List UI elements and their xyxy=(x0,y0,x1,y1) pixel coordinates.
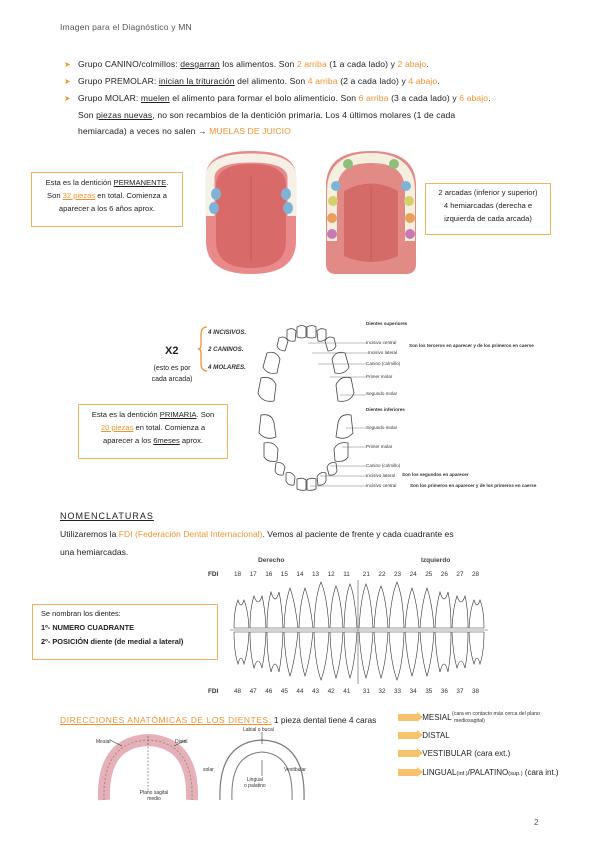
bullet-arrow-icon: ➤ xyxy=(64,77,71,86)
bullet-arrow-icon: ➤ xyxy=(64,94,71,103)
fdi-upper-tooth-22: 22 xyxy=(378,571,386,578)
fdi-teeth-chart xyxy=(230,580,488,684)
bullet-molar-cont1: Son piezas nuevas, no son recambios de la dentición primaria. Los 4 últimos molares (1 de cada xyxy=(78,110,456,120)
label-leader-lines xyxy=(308,338,372,493)
fdi-upper-tooth-16: 16 xyxy=(265,571,273,578)
page-header: Imagen para el Diagnóstico y MN xyxy=(60,22,192,32)
nomenclatura-p1: Utilizaremos la FDI (Federación Dental Internacional). Vemos al paciente de frente y cada cuadrante es xyxy=(60,529,454,539)
lower-teeth-title: Dientes inferiores xyxy=(366,407,405,412)
fdi-derecho-label: Derecho xyxy=(258,557,285,564)
bracket-icon xyxy=(198,325,208,373)
fig-label-plano: Plano sagital medio xyxy=(139,790,169,802)
x2-label: X2 xyxy=(165,345,179,357)
fig-label-solar: solar xyxy=(203,767,214,773)
fdi-lower-tooth-33: 33 xyxy=(394,688,402,695)
fdi-upper-tooth-11: 11 xyxy=(343,571,350,578)
fdi-lower-tooth-35: 35 xyxy=(425,688,433,695)
label-incisivo-central-sup: Incisivo central xyxy=(366,340,397,345)
fdi-upper-tooth-23: 23 xyxy=(394,571,402,578)
box-permanente: Esta es la dentición PERMANENTE. Son 32 piezas en total. Comienza a aparecer a los 6 años aprox. xyxy=(31,172,183,227)
fdi-lower-tooth-42: 42 xyxy=(327,688,335,695)
fdi-lower-tooth-34: 34 xyxy=(409,688,417,695)
label-primer-molar-inf: Primer molar xyxy=(366,444,393,449)
fdi-lower-tooth-41: 41 xyxy=(343,688,351,695)
note-lower-central: Son los primeros en aparecer y de los primeros en caerse xyxy=(410,483,537,488)
mandible-illustration xyxy=(196,146,306,276)
dir-vestibular: VESTIBULAR (cara ext.) xyxy=(398,749,510,758)
fdi-lower-tooth-32: 32 xyxy=(378,688,386,695)
fdi-lower-tooth-31: 31 xyxy=(362,688,370,695)
fdi-upper-tooth-24: 24 xyxy=(409,571,417,578)
box-primaria: Esta es la dentición PRIMARIA. Son 20 piezas en total. Comienza a aparecer a los 6meses aprox. xyxy=(78,404,228,459)
fdi-label-lower: FDI xyxy=(208,688,219,695)
bullet-molar: ➤ Grupo MOLAR: muelen el alimento para formar el bolo alimenticio. Son 6 arriba (3 a cada lado) y 6 abajo. xyxy=(64,93,491,103)
fig-label-distal: Distal xyxy=(175,739,188,745)
bracket-item-molares: 4 MOLARES. xyxy=(208,364,246,371)
fdi-upper-tooth-12: 12 xyxy=(327,571,335,578)
fdi-lower-tooth-37: 37 xyxy=(456,688,464,695)
fdi-lower-tooth-45: 45 xyxy=(280,688,288,695)
fdi-lower-tooth-38: 38 xyxy=(472,688,480,695)
dir-mesial-note: (cara en contacto más cerca del plano mediosagital) xyxy=(452,711,540,724)
fdi-upper-tooth-27: 27 xyxy=(456,571,464,578)
label-incisivo-lateral-inf: Incisivo lateral xyxy=(366,473,396,478)
bracket-item-incisivos: 4 INCISIVOS. xyxy=(208,329,247,336)
fdi-lower-numbers xyxy=(234,688,484,698)
fdi-lower-tooth-44: 44 xyxy=(296,688,304,695)
fdi-upper-tooth-28: 28 xyxy=(472,571,480,578)
bullet-arrow-icon: ➤ xyxy=(64,60,71,69)
maxilla-illustration xyxy=(316,146,426,276)
bracket-item-caninos: 2 CANINOS. xyxy=(208,346,244,353)
note-upper-first: Son los terceros en aparecer y de los primeros en caerse xyxy=(409,343,534,348)
note-lower-lateral: Son los segundos en aparecer xyxy=(402,472,469,477)
fig-label-lingual: Lingual o palatino xyxy=(244,777,266,789)
arrow-right-icon xyxy=(398,769,418,776)
bullet-canino: ➤ Grupo CANINO/colmillos: desgarran los alimentos. Son 2 arriba (1 a cada lado) y 2 abajo. xyxy=(64,59,429,69)
arrow-right-icon xyxy=(398,750,418,757)
fdi-lower-tooth-43: 43 xyxy=(312,688,320,695)
label-segundo-molar-sup: Segundo molar xyxy=(366,391,398,396)
bullet-premolar: ➤ Grupo PREMOLAR: inician la trituración del alimento. Son 4 arriba (2 a cada lado) y 4 abajo. xyxy=(64,76,440,86)
fig-label-labial: Labial o bucal xyxy=(243,727,274,733)
fdi-upper-tooth-17: 17 xyxy=(249,571,257,578)
dir-mesial: MESIAL xyxy=(398,713,452,722)
upper-teeth-title: Dientes superiores xyxy=(366,321,408,326)
fdi-lower-tooth-36: 36 xyxy=(440,688,448,695)
fig-label-vestibular: Vestibular xyxy=(284,767,306,773)
dir-distal: DISTAL xyxy=(398,731,450,740)
label-segundo-molar-inf: Segundo molar xyxy=(366,425,398,430)
bullet-molar-cont2: hemiarcada) a veces no salen → MUELAS DE JUICIO xyxy=(78,126,291,136)
label-primer-molar-sup: Primer molar xyxy=(366,374,393,379)
label-incisivo-central-inf: Incisivo central xyxy=(366,483,397,488)
arrow-right-icon xyxy=(398,714,418,721)
direcciones-heading: DIRECCIONES ANATÓMICAS DE LOS DIENTES: 1 pieza dental tiene 4 caras xyxy=(60,715,377,725)
fdi-upper-tooth-26: 26 xyxy=(440,571,448,578)
fdi-izquierdo-label: Izquierdo xyxy=(421,557,451,564)
arrow-right-icon xyxy=(398,732,418,739)
fdi-upper-tooth-18: 18 xyxy=(234,571,242,578)
fdi-upper-tooth-25: 25 xyxy=(425,571,433,578)
fdi-upper-tooth-15: 15 xyxy=(280,571,288,578)
fdi-upper-tooth-21: 21 xyxy=(362,571,370,578)
fdi-lower-tooth-46: 46 xyxy=(265,688,273,695)
label-incisivo-lateral-sup: Incisivo lateral xyxy=(368,350,398,355)
label-canino-inf: Canino (colmillo) xyxy=(366,463,401,468)
nomenclatura-p2: una hemiarcadas. xyxy=(60,547,129,557)
fdi-lower-tooth-48: 48 xyxy=(234,688,242,695)
fdi-label-upper: FDI xyxy=(208,571,219,578)
section-title-nomenclaturas: NOMENCLATURAS xyxy=(60,511,154,521)
dir-lingual: LINGUAL(inf.)/PALATINO(sup.) (cara int.) xyxy=(398,768,559,777)
box-nombran: Se nombran los dientes: 1º- NUMERO CUADRANTE 2º- POSICIÓN diente (de medial a lateral) xyxy=(32,604,218,660)
fdi-upper-tooth-14: 14 xyxy=(296,571,304,578)
box-arcadas: 2 arcadas (inferior y superior) 4 hemiarcadas (derecha e izquierda de cada arcada) xyxy=(425,183,551,235)
page-number: 2 xyxy=(534,818,539,827)
fdi-upper-tooth-13: 13 xyxy=(312,571,320,578)
label-canino-sup: Canino (colmillo) xyxy=(366,361,401,366)
fdi-lower-tooth-47: 47 xyxy=(249,688,257,695)
per-arcada-note: (esto es por cada arcada) xyxy=(151,365,193,383)
fig-label-mesial: Mesial xyxy=(96,739,111,745)
